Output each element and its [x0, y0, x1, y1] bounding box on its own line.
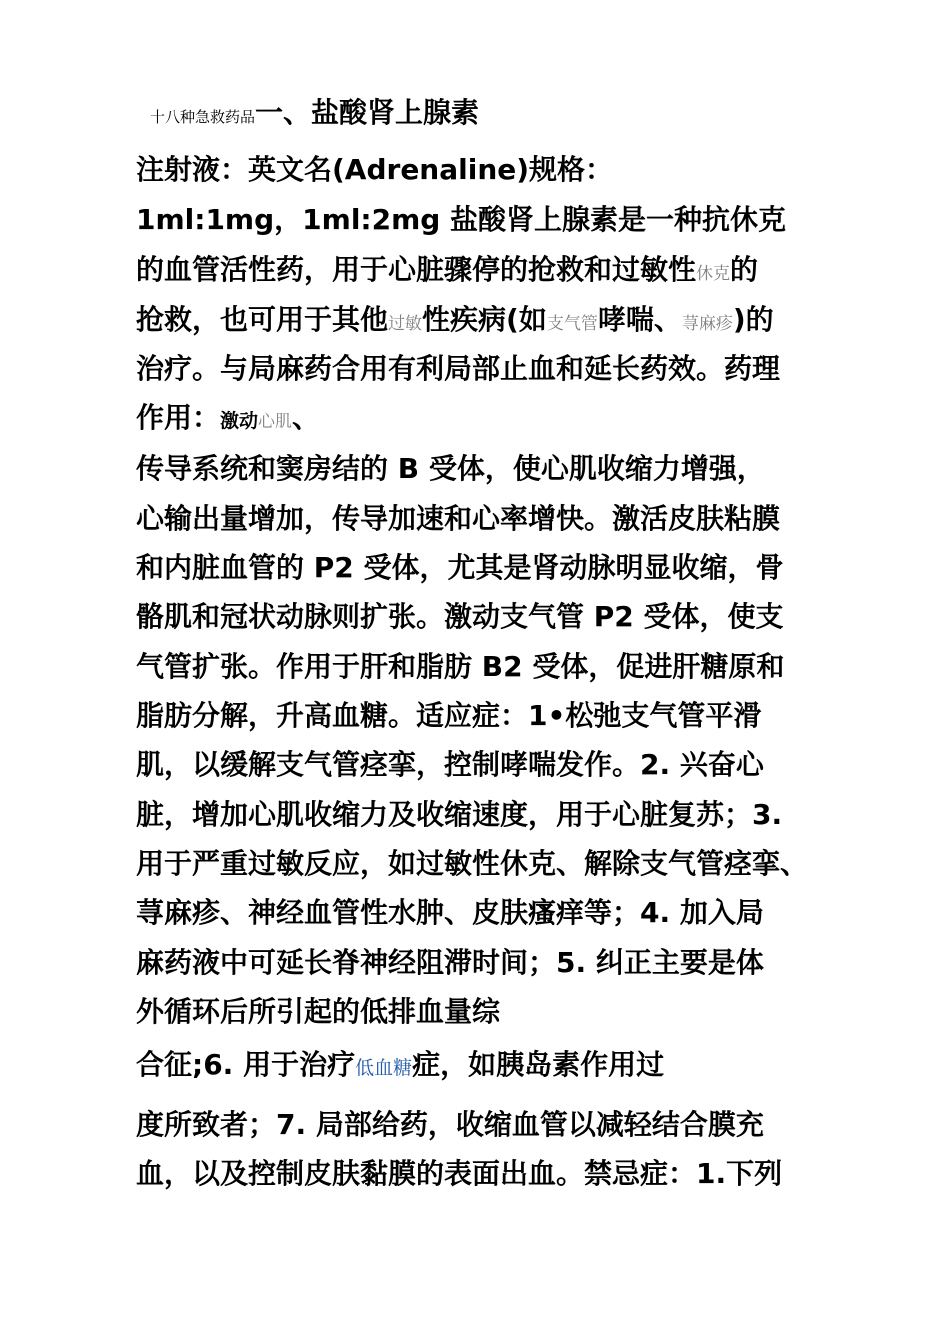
text-line-15: 用于严重过敏反应，如过敏性休克、解除支气管痉挛、 [136, 847, 809, 880]
text-line-13: 肌，以缓解支气管痉挛，控制哮喘发作。2. 兴奋心 [136, 748, 764, 781]
text-segment: 的 [730, 253, 759, 286]
text-segment: )的 [732, 303, 774, 336]
text-line-3 [136, 253, 758, 291]
text-line-5: 治疗。与局麻药合用有利局部止血和延长药效。药理 [136, 352, 781, 385]
text-line-21: 血，以及控制皮肤黏膜的表面出血。禁忌症：1.下列 [136, 1157, 783, 1190]
text-segment: 症，如胰岛素作用过 [412, 1048, 665, 1081]
text-line-18: 外循环后所引起的低排血量综 [136, 995, 501, 1028]
text-segment: 哮喘、 [597, 303, 682, 336]
text-line-20: 度所致者；7. 局部给药，收缩血管以减轻结合膜充 [136, 1108, 764, 1141]
gray-term: 荨麻疹 [681, 314, 733, 334]
text-line-4 [136, 303, 774, 341]
gray-term: 心肌 [258, 412, 293, 432]
text-line-19 [136, 1048, 664, 1085]
text-line-2: 1ml:1mg，1ml:2mg 盐酸肾上腺素是一种抗休克 [136, 203, 787, 236]
text-line-11: 气管扩张。作用于肝和脂肪 B2 受体，促进肝糖原和 [136, 650, 785, 683]
title-line [150, 96, 479, 134]
gray-term: 休克 [696, 264, 731, 284]
text-line-9: 和内脏血管的 P2 受体，尤其是肾动脉明显收缩，骨 [136, 551, 784, 584]
gray-term: 支气管 [546, 314, 598, 334]
header-small: 十八种急救药品 [150, 108, 256, 126]
text-segment: 、 [292, 401, 321, 434]
text-segment: 合征;6. 用于治疗 [136, 1048, 356, 1081]
gray-term: 过敏 [388, 314, 423, 334]
text-line-8: 心输出量增加，传导加速和心率增快。激活皮肤粘膜 [136, 502, 781, 535]
text-line-17: 麻药液中可延长脊神经阻滞时间；5. 纠正主要是体 [136, 946, 764, 979]
text-line-10: 骼肌和冠状动脉则扩张。激动支气管 P2 受体，使支 [136, 600, 784, 633]
text-segment: 的血管活性药，用于心脏骤停的抢救和过敏性 [136, 253, 697, 286]
text-line-7: 传导系统和窦房结的 B 受体，使心肌收缩力增强， [136, 452, 765, 485]
text-segment: 性疾病(如 [422, 303, 547, 336]
blue-term: 低血糖 [355, 1057, 413, 1079]
document-title: 一、盐酸肾上腺素 [255, 96, 480, 129]
text-line-12: 脂肪分解，升高血糖。适应症：1•松弛支气管平滑 [136, 699, 762, 732]
text-line-16: 荨麻疹、神经血管性水肿、皮肤瘙痒等；4. 加入局 [136, 896, 764, 929]
text-line-6 [136, 401, 320, 439]
text-line-1: 注射液：英文名(Adrenaline)规格： [136, 153, 614, 186]
text-segment: 作用： [136, 401, 221, 434]
bold-term: 激动 [220, 410, 259, 432]
text-line-14: 脏，增加心肌收缩力及收缩速度，用于心脏复苏；3. [136, 798, 783, 831]
text-segment: 抢救，也可用于其他 [136, 303, 389, 336]
